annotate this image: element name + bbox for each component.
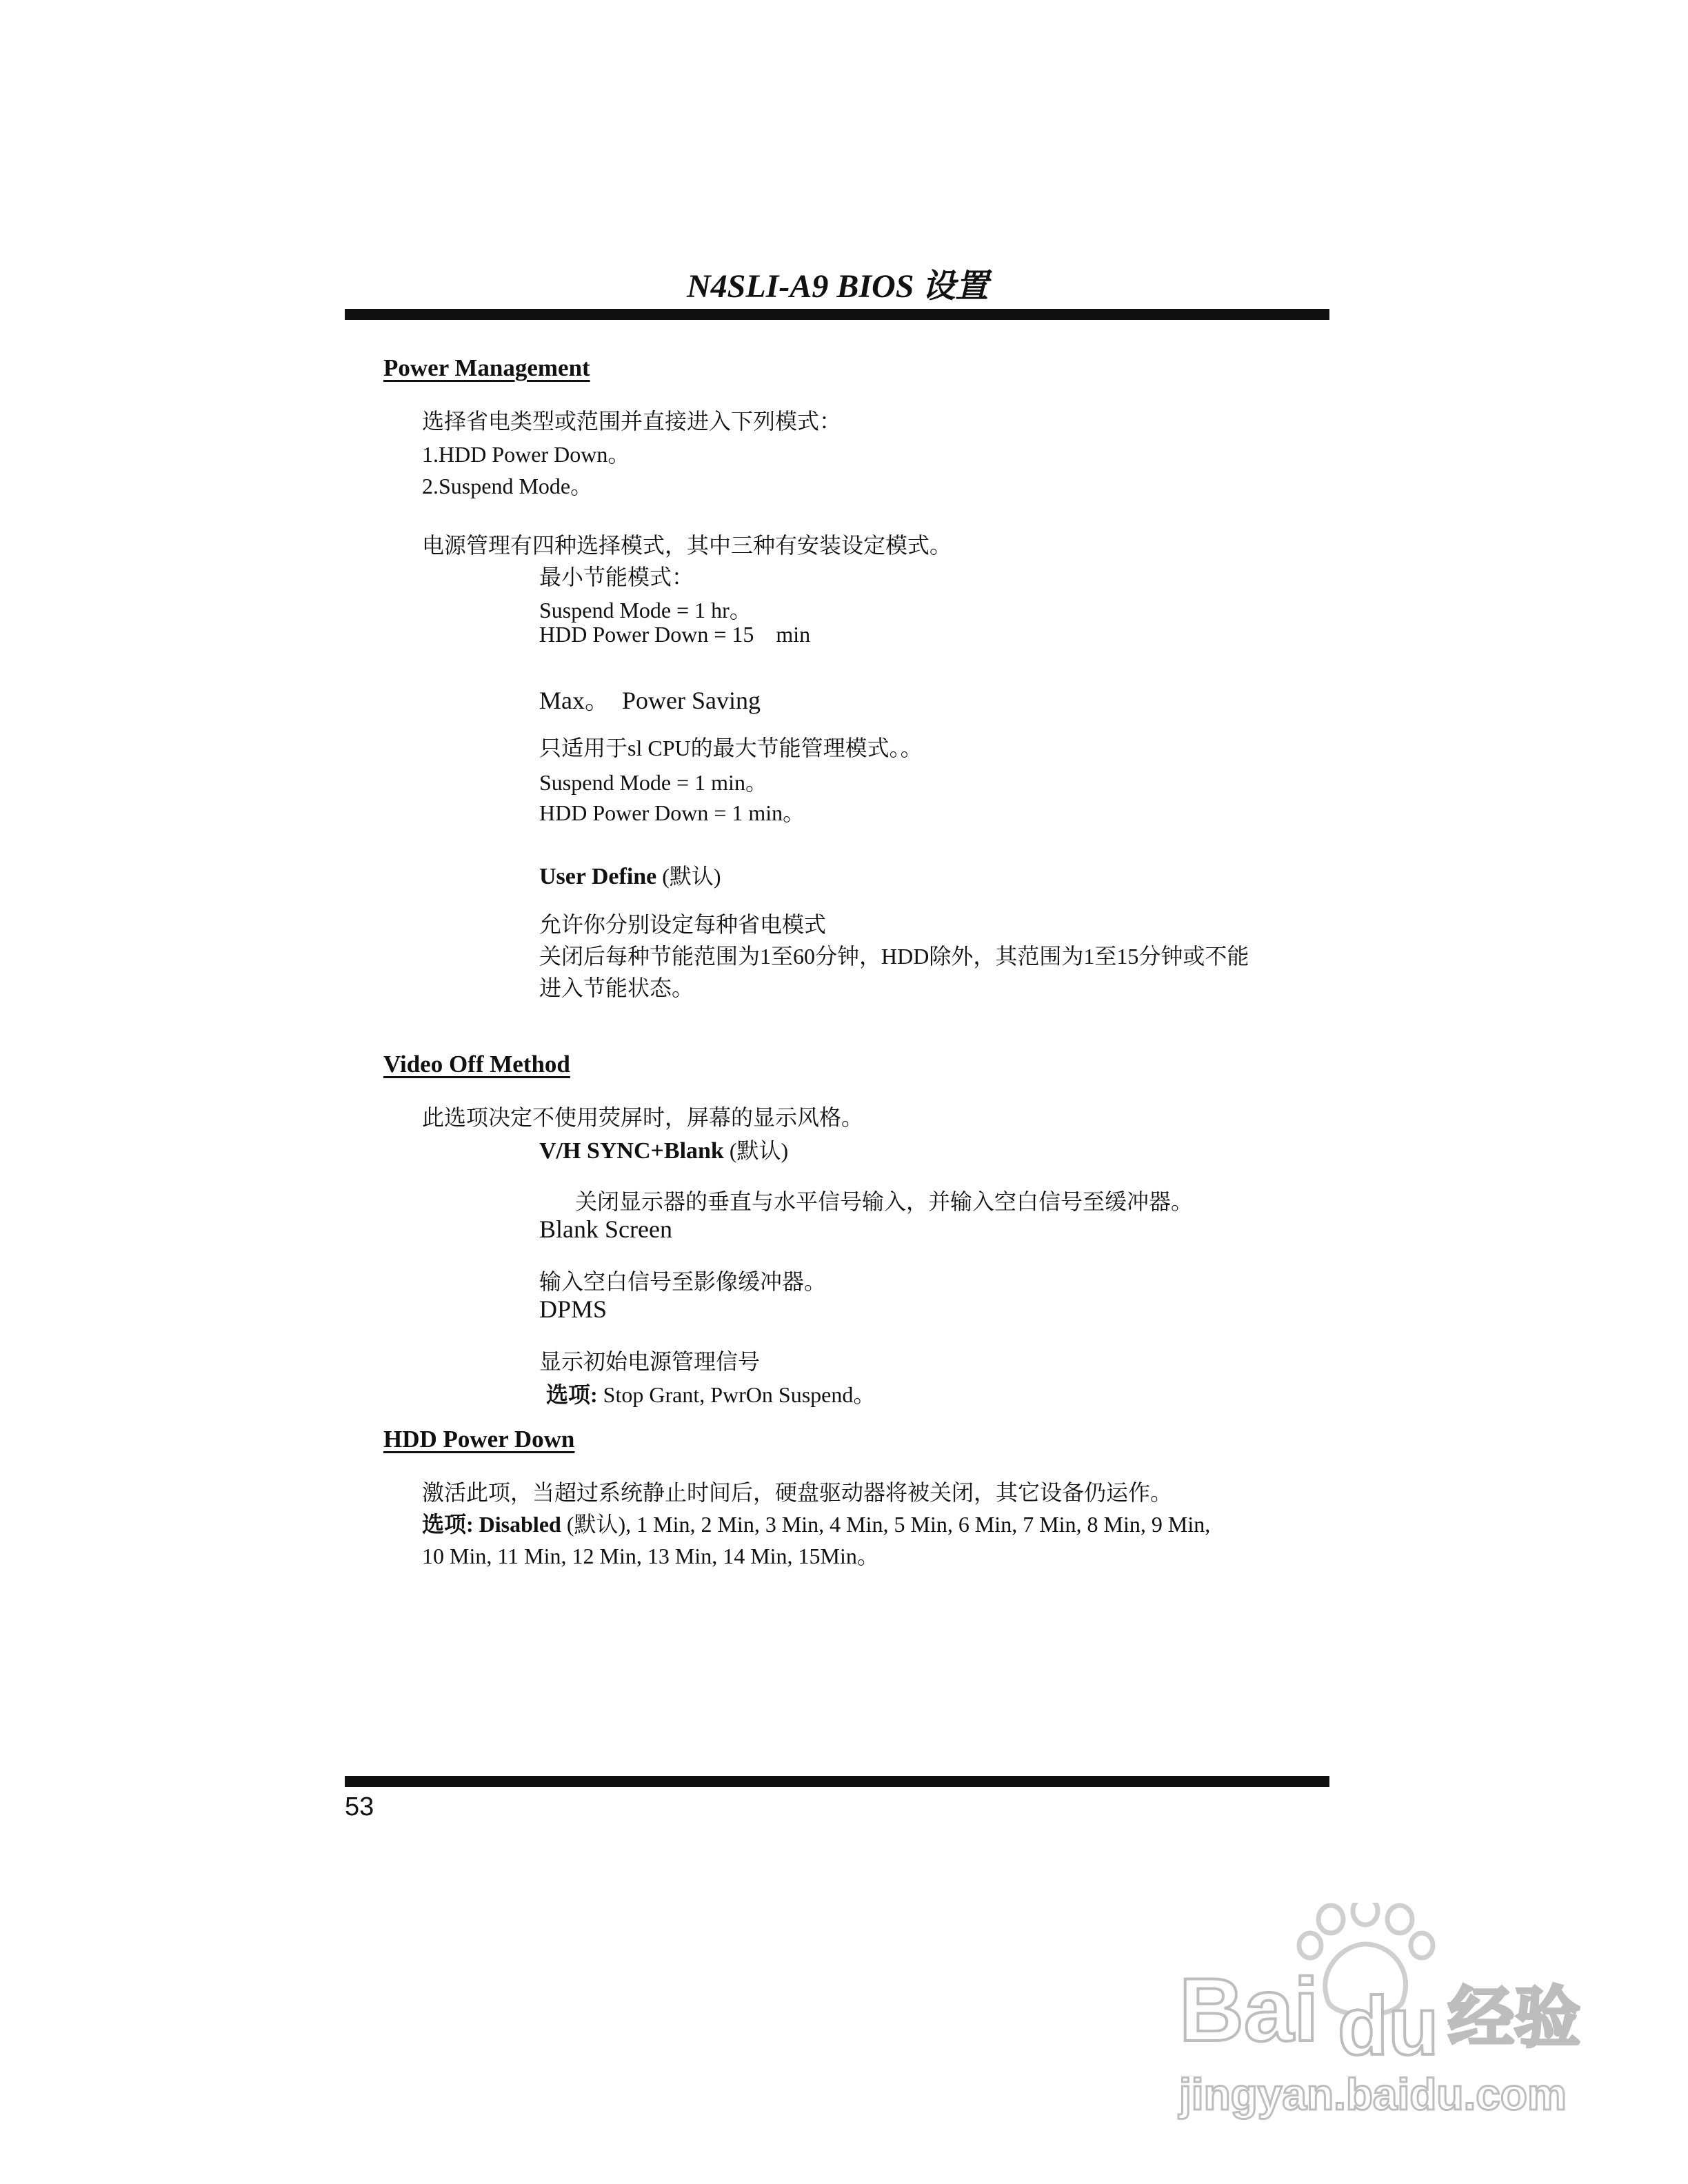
power-modes-intro: 电源管理有四种选择模式，其中三种有安装设定模式。 [422, 533, 952, 558]
user-define-desc-1: 允许你分别设定每种省电模式 [539, 912, 827, 937]
watermark-brand-text: Bai [1179, 1959, 1319, 2060]
max-saving-desc: 只适用于sl CPU的最大节能管理模式。。 [539, 736, 923, 760]
watermark-du-text: du [1338, 1980, 1439, 2072]
user-define-label: User Define [539, 864, 657, 889]
header-rule [345, 309, 1329, 320]
blank-screen-label: Blank Screen [539, 1215, 672, 1243]
user-define-line [539, 859, 721, 891]
max-suspend-mode: Suspend Mode = 1 min。 [539, 770, 767, 795]
dpms-desc: 显示初始电源管理信号 [539, 1349, 761, 1374]
section-heading-video-off-method: Video Off Method [383, 1051, 570, 1078]
power-item-1: 1.HDD Power Down。 [422, 442, 630, 467]
hdd-options-label: 选项: [422, 1512, 474, 1537]
hdd-options-line-1 [422, 1507, 1210, 1539]
video-off-intro: 此选项决定不使用荧屏时，屏幕的显示风格。 [422, 1105, 864, 1130]
min-hdd-power-down: HDD Power Down = 15 min [539, 622, 811, 647]
watermark-suffix-text: 经验 [1448, 1979, 1580, 2056]
page-title: N4SLI-A9 BIOS 设置 [687, 268, 989, 305]
hdd-options-values-1: (默认), 1 Min, 2 Min, 3 Min, 4 Min, 5 Min, 6 Min, 7 Min, 8 Min, 9 Min, [561, 1512, 1211, 1537]
hdd-options-line-2: 10 Min, 11 Min, 12 Min, 13 Min, 14 Min, 15Min。 [422, 1544, 879, 1568]
user-define-default: (默认) [656, 864, 721, 889]
power-item-2: 2.Suspend Mode。 [422, 474, 593, 498]
min-saving-title: 最小节能模式： [539, 565, 694, 589]
vh-sync-label: V/H SYNC+Blank [539, 1138, 724, 1164]
hdd-options-default-value: Disabled [473, 1512, 561, 1537]
video-off-options [546, 1377, 875, 1409]
max-saving-title: Max。 Power Saving [539, 687, 761, 714]
power-intro: 选择省电类型或范围并直接进入下列模式： [422, 409, 842, 434]
vh-sync-desc: 关闭显示器的垂直与水平信号输入，并输入空白信号至缓冲器。 [575, 1189, 1194, 1214]
dpms-label: DPMS [539, 1295, 607, 1323]
hdd-intro: 激活此项，当超过系统静止时间后，硬盘驱动器将被关闭，其它设备仍运作。 [422, 1480, 1173, 1505]
vh-sync-line [539, 1133, 788, 1165]
min-suspend-mode: Suspend Mode = 1 hr。 [539, 598, 752, 623]
section-heading-power-management: Power Management [383, 354, 590, 381]
max-hdd-power-down: HDD Power Down = 1 min。 [539, 800, 805, 825]
vh-sync-default: (默认) [723, 1138, 789, 1163]
section-heading-hdd-power-down: HDD Power Down [383, 1426, 575, 1453]
baidu-watermark-logo [1158, 1903, 1586, 2137]
user-define-desc-2: 关闭后每种节能范围为1至60分钟，HDD除外，其范围为1至15分钟或不能 [539, 944, 1249, 969]
watermark-url-text: jingyan.baidu.com [1179, 2070, 1567, 2119]
user-define-desc-3: 进入节能状态。 [539, 975, 694, 1000]
page-number: 53 [345, 1792, 374, 1821]
video-off-options-label: 选项: [546, 1382, 598, 1407]
footer-rule [345, 1776, 1329, 1787]
blank-screen-desc: 输入空白信号至影像缓冲器。 [539, 1269, 827, 1294]
video-off-options-text: Stop Grant, PwrOn Suspend。 [597, 1382, 876, 1407]
